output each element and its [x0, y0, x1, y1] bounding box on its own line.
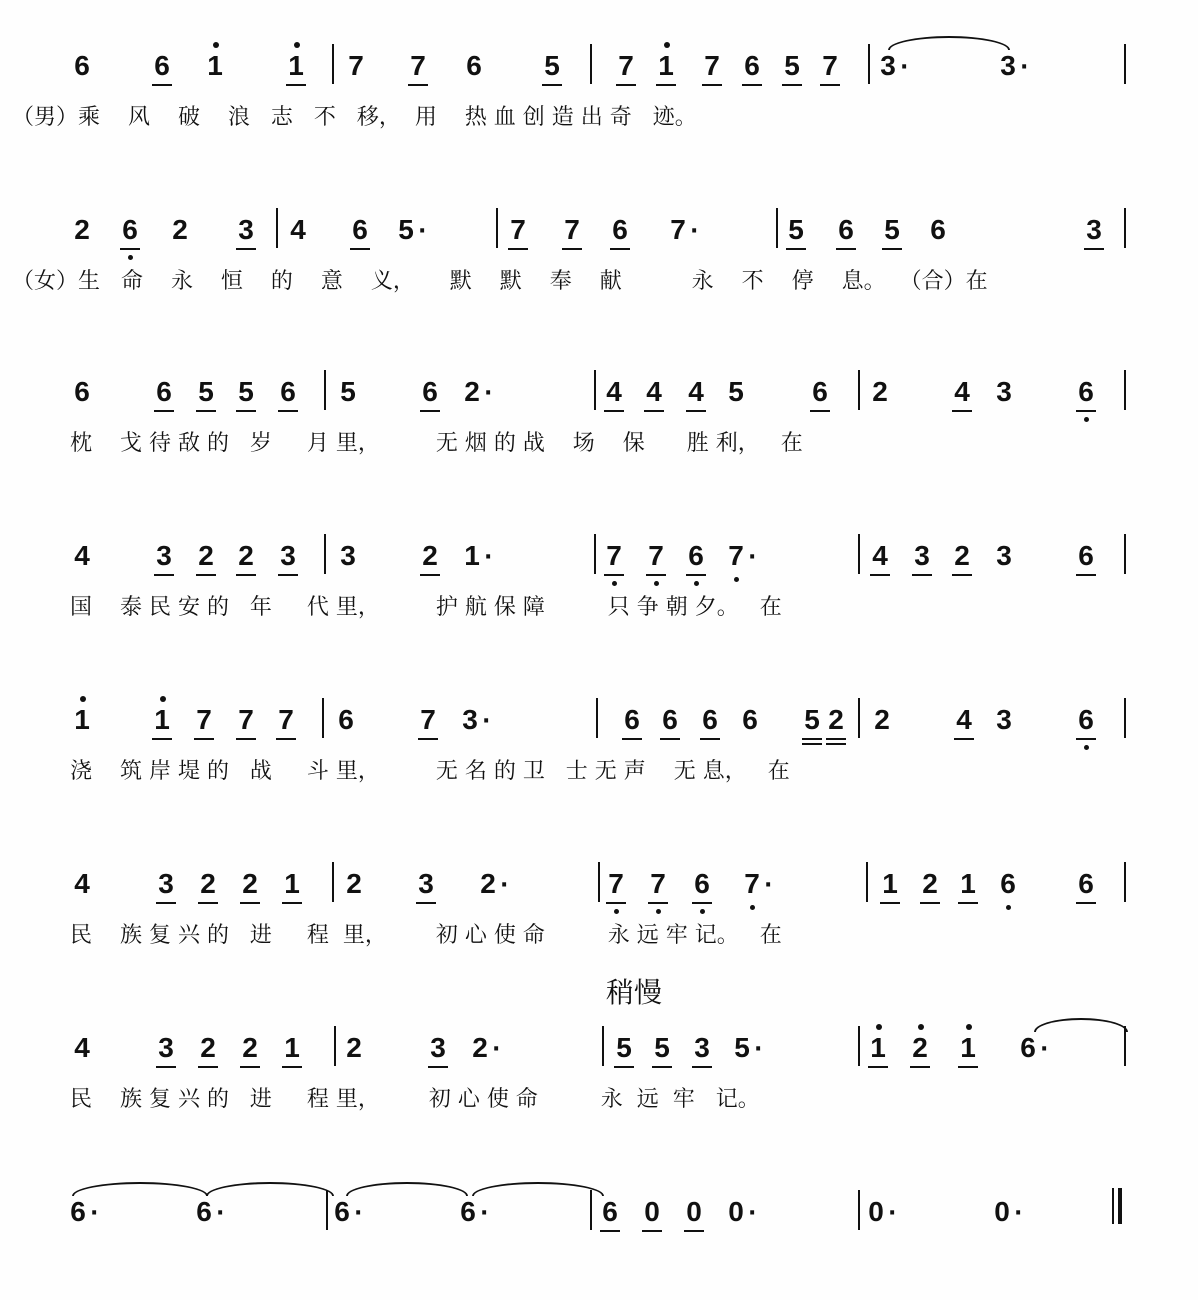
note: 7: [348, 50, 364, 81]
bar-line: [332, 44, 334, 84]
low-octave-dot: [1084, 745, 1089, 750]
note: 6: [608, 216, 632, 244]
low-octave-dot: [1006, 905, 1011, 910]
lyrics-line: 浇 筑 岸 堤 的 战 斗 里， 无 名 的 卫 士 无 声 无 息， 在: [70, 759, 790, 784]
low-octave-dot: [656, 909, 661, 914]
note: 2: [196, 870, 220, 898]
note: 5: [880, 216, 904, 244]
high-octave-dot: [876, 1024, 882, 1030]
note: 3: [340, 540, 356, 571]
bar-line: [858, 534, 860, 574]
note: 4: [74, 1032, 90, 1063]
tie-arc: [472, 1182, 604, 1196]
final-barline-thin: [1112, 1188, 1114, 1224]
augmentation-dot: ·: [354, 1201, 363, 1226]
low-octave-dot: [694, 581, 699, 586]
note: 4: [602, 378, 626, 406]
lyrics-line: 枕 戈 待 敌 的 岁 月 里， 无 烟 的 战 场 保 胜 利， 在: [70, 431, 803, 456]
note: 2: [824, 706, 848, 734]
note: 6: [1074, 870, 1098, 898]
note: 6: [150, 52, 174, 80]
note: 1: [203, 52, 227, 80]
augmentation-dot: ·: [690, 219, 699, 244]
bar-line: [598, 862, 600, 902]
augmentation-dot: ·: [888, 1201, 897, 1226]
note: 7: [670, 214, 686, 245]
note: 7: [602, 542, 626, 570]
tie-arc: [1034, 1018, 1128, 1032]
note: 1: [878, 870, 902, 898]
note: 2: [472, 1032, 488, 1063]
note: 7: [740, 870, 764, 898]
note: 6: [1020, 1032, 1036, 1063]
bar-line: [590, 44, 592, 84]
note: 3: [152, 542, 176, 570]
note: 1: [70, 706, 94, 734]
note: 2: [346, 868, 362, 899]
note: 1: [956, 870, 980, 898]
note: 3: [690, 1034, 714, 1062]
note: 1: [464, 540, 480, 571]
note: 5: [784, 216, 808, 244]
note: 6: [74, 376, 90, 407]
note: 7: [274, 706, 298, 734]
note: 5: [194, 378, 218, 406]
note: 6: [930, 214, 946, 245]
augmentation-dot: ·: [754, 1037, 763, 1062]
tempo-marking: 稍慢: [606, 976, 663, 1009]
note: 5: [540, 52, 564, 80]
bar-line: [1124, 534, 1126, 574]
note: 4: [642, 378, 666, 406]
note: 6: [460, 1196, 476, 1227]
augmentation-dot: ·: [480, 1201, 489, 1226]
note: 0: [868, 1196, 884, 1227]
note: 6: [1074, 378, 1098, 406]
high-octave-dot: [918, 1024, 924, 1030]
note: 5: [340, 376, 356, 407]
tie-arc: [206, 1182, 334, 1196]
low-octave-dot: [700, 909, 705, 914]
note: 6: [70, 1196, 86, 1227]
note: 7: [646, 870, 670, 898]
note: 7: [614, 52, 638, 80]
low-octave-dot: [1084, 417, 1089, 422]
note: 3: [154, 1034, 178, 1062]
note: 3: [426, 1034, 450, 1062]
note: 7: [506, 216, 530, 244]
low-octave-dot: [128, 255, 133, 260]
note: 6: [334, 1196, 350, 1227]
low-octave-dot: [654, 581, 659, 586]
bar-line: [590, 1190, 592, 1230]
augmentation-dot: ·: [484, 545, 493, 570]
low-octave-dot: [614, 909, 619, 914]
note: 7: [604, 870, 628, 898]
augmentation-dot: ·: [1040, 1037, 1049, 1062]
note: 2: [238, 870, 262, 898]
bar-line: [1124, 370, 1126, 410]
note: 5: [780, 52, 804, 80]
augmentation-dot: ·: [484, 381, 493, 406]
note: 7: [234, 706, 258, 734]
note: 6: [118, 216, 142, 244]
note: 3: [1000, 50, 1016, 81]
high-octave-dot: [294, 42, 300, 48]
note: 2: [908, 1034, 932, 1062]
augmentation-dot: ·: [748, 545, 757, 570]
bar-line: [276, 208, 278, 248]
note: 1: [866, 1034, 890, 1062]
augmentation-dot: ·: [1014, 1201, 1023, 1226]
note: 7: [416, 706, 440, 734]
note: 2: [464, 376, 480, 407]
bar-line: [322, 698, 324, 738]
bar-line: [1124, 1026, 1126, 1066]
note: 3: [276, 542, 300, 570]
bar-line: [866, 862, 868, 902]
bar-line: [776, 208, 778, 248]
final-barline-thick: [1118, 1188, 1122, 1224]
note: 2: [196, 1034, 220, 1062]
note: 3: [462, 704, 478, 735]
note: 0: [728, 1196, 744, 1227]
note: 2: [950, 542, 974, 570]
note: 2: [194, 542, 218, 570]
note: 2: [418, 542, 442, 570]
augmentation-dot: ·: [748, 1201, 757, 1226]
note: 4: [684, 378, 708, 406]
high-octave-dot: [664, 42, 670, 48]
note: 6: [1074, 542, 1098, 570]
note: 6: [740, 52, 764, 80]
bar-line: [858, 1026, 860, 1066]
tie-arc: [72, 1182, 208, 1196]
note: 3: [996, 540, 1012, 571]
augmentation-dot: ·: [482, 709, 491, 734]
note: 3: [154, 870, 178, 898]
tie-arc: [888, 36, 1010, 50]
bar-line: [1124, 862, 1126, 902]
note: 6: [276, 378, 300, 406]
tie-arc: [346, 1182, 468, 1196]
note: 7: [192, 706, 216, 734]
note: 1: [654, 52, 678, 80]
bar-line: [1124, 698, 1126, 738]
bar-line: [1124, 208, 1126, 248]
bar-line: [324, 370, 326, 410]
note: 2: [872, 376, 888, 407]
bar-line: [334, 1026, 336, 1066]
note: 6: [466, 50, 482, 81]
note: 3: [234, 216, 258, 244]
note: 3: [880, 50, 896, 81]
note: 1: [280, 870, 304, 898]
note: 2: [918, 870, 942, 898]
note: 7: [724, 542, 748, 570]
note: 0: [994, 1196, 1010, 1227]
lyrics-line: （男）乘 风 破 浪 志 不 移， 用 热 血 创 造 出 奇 迹。: [12, 105, 697, 130]
note: 3: [1082, 216, 1106, 244]
note: 5: [398, 214, 414, 245]
note: 5: [612, 1034, 636, 1062]
note: 6: [658, 706, 682, 734]
note: 6: [74, 50, 90, 81]
augmentation-dot: ·: [90, 1201, 99, 1226]
note: 2: [480, 868, 496, 899]
bar-line: [594, 534, 596, 574]
bar-line: [858, 1190, 860, 1230]
bar-line: [324, 534, 326, 574]
note: 7: [644, 542, 668, 570]
note: 2: [172, 214, 188, 245]
high-octave-dot: [80, 696, 86, 702]
note: 6: [152, 378, 176, 406]
note: 5: [234, 378, 258, 406]
bar-line: [594, 370, 596, 410]
note: 6: [690, 870, 714, 898]
note: 6: [808, 378, 832, 406]
note: 1: [956, 1034, 980, 1062]
note: 2: [238, 1034, 262, 1062]
bar-line: [1124, 44, 1126, 84]
note: 4: [868, 542, 892, 570]
note: 6: [418, 378, 442, 406]
bar-line: [596, 698, 598, 738]
note: 4: [952, 706, 976, 734]
lyrics-line: 民 族 复 兴 的 进 程 里， 初 心 使 命 永 远 牢 记。 在: [70, 923, 782, 948]
note: 6: [338, 704, 354, 735]
note: 6: [742, 704, 758, 735]
note: 2: [74, 214, 90, 245]
note: 6: [348, 216, 372, 244]
bar-line: [332, 862, 334, 902]
note: 2: [346, 1032, 362, 1063]
note: 3: [996, 376, 1012, 407]
note: 2: [234, 542, 258, 570]
augmentation-dot: ·: [500, 873, 509, 898]
augmentation-dot: ·: [492, 1037, 501, 1062]
note: 3: [414, 870, 438, 898]
note: 7: [406, 52, 430, 80]
bar-line: [602, 1026, 604, 1066]
bar-line: [858, 370, 860, 410]
augmentation-dot: ·: [900, 55, 909, 80]
lyrics-line: （女）生 命 永 恒 的 意 义， 默 默 奉 献 永 不 停 息。 （合）在: [12, 269, 988, 294]
note: 5: [650, 1034, 674, 1062]
lyrics-line: 民 族 复 兴 的 进 程 里， 初 心 使 命 永 远 牢 记。: [70, 1087, 760, 1112]
note: 0: [682, 1198, 706, 1226]
note: 7: [818, 52, 842, 80]
high-octave-dot: [160, 696, 166, 702]
low-octave-dot: [750, 905, 755, 910]
note: 6: [996, 870, 1020, 898]
note: 4: [74, 868, 90, 899]
bar-line: [858, 698, 860, 738]
note: 7: [700, 52, 724, 80]
note: 6: [196, 1196, 212, 1227]
high-octave-dot: [213, 42, 219, 48]
note: 4: [74, 540, 90, 571]
note: 3: [996, 704, 1012, 735]
high-octave-dot: [966, 1024, 972, 1030]
augmentation-dot: ·: [1020, 55, 1029, 80]
bar-line: [496, 208, 498, 248]
note: 3: [910, 542, 934, 570]
note: 1: [284, 52, 308, 80]
augmentation-dot: ·: [216, 1201, 225, 1226]
note: 6: [834, 216, 858, 244]
note: 6: [598, 1198, 622, 1226]
note: 4: [290, 214, 306, 245]
augmentation-dot: ·: [764, 873, 773, 898]
note: 6: [698, 706, 722, 734]
note: 1: [150, 706, 174, 734]
note: 4: [950, 378, 974, 406]
augmentation-dot: ·: [418, 219, 427, 244]
note: 5: [734, 1032, 750, 1063]
bar-line: [326, 1190, 328, 1230]
note: 5: [728, 376, 744, 407]
note: 6: [684, 542, 708, 570]
note: 5: [800, 706, 824, 734]
note: 6: [620, 706, 644, 734]
note: 0: [640, 1198, 664, 1226]
low-octave-dot: [734, 577, 739, 582]
bar-line: [868, 44, 870, 84]
note: 6: [1074, 706, 1098, 734]
low-octave-dot: [612, 581, 617, 586]
lyrics-line: 国 泰 民 安 的 年 代 里， 护 航 保 障 只 争 朝 夕。 在: [70, 595, 782, 620]
note: 7: [560, 216, 584, 244]
note: 1: [280, 1034, 304, 1062]
note: 2: [874, 704, 890, 735]
